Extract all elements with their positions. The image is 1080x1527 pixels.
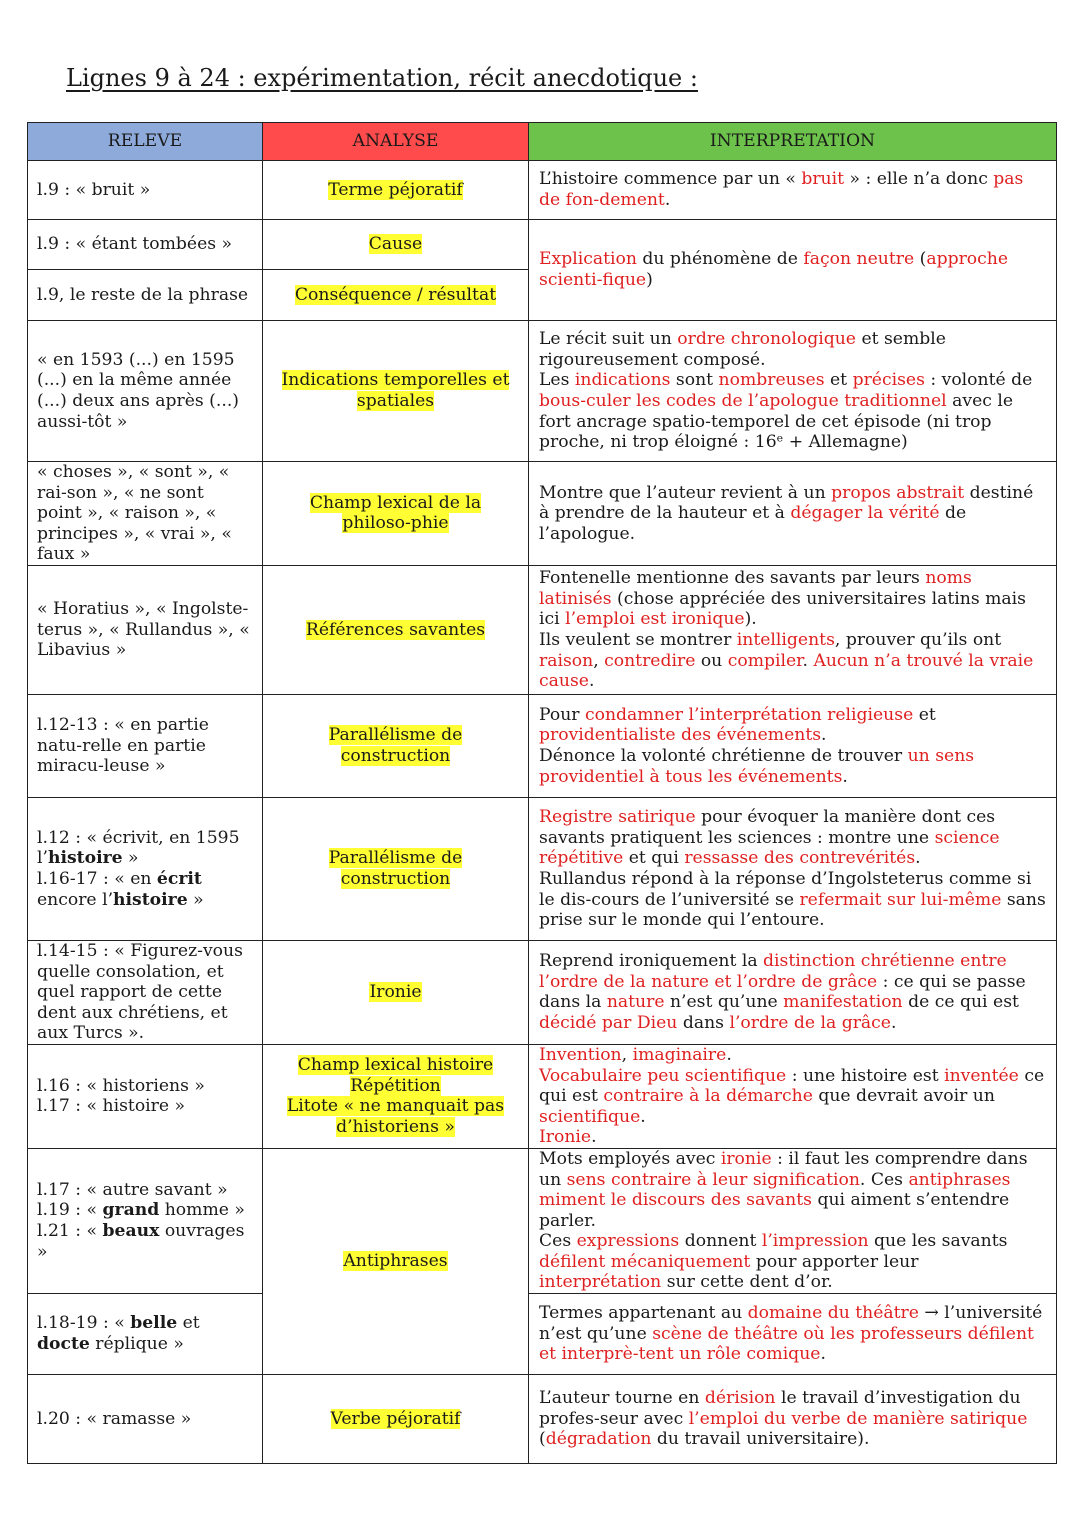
releve-cell: l.9 : « étant tombées » (28, 220, 263, 270)
table-row (28, 565, 1057, 694)
highlighted-term: providentialiste des événements (539, 725, 822, 746)
releve-cell: l.12-13 : « en partie natu-relle en partie miracu-leuse » (28, 694, 263, 797)
table-header-row (28, 123, 1057, 161)
highlighted-term: l’emploi est ironique (565, 609, 745, 630)
releve-cell: « en 1593 (...) en 1595 (...) en la même année (...) deux ans après (...) aussi-tôt » (28, 321, 263, 462)
analysis-label: Litote « ne manquait pas d’historiens » (286, 1096, 505, 1138)
highlighted-term: l’ordre de la grâce (729, 1013, 891, 1034)
analyse-cell (263, 270, 529, 321)
highlighted-term: domaine du théâtre (747, 1303, 919, 1324)
highlighted-term: Aucun n’a trouvé la vraie cause (539, 650, 1034, 692)
highlighted-term: décidé par Dieu (539, 1013, 678, 1034)
highlighted-term: interprétation (539, 1272, 662, 1293)
highlighted-term: inventée (944, 1065, 1019, 1086)
analysis-label: Indications temporelles et spatiales (281, 370, 510, 411)
analysis-table (27, 122, 1057, 1464)
highlighted-term: scène de théâtre où les professeurs défilent et interprè-tent un rôle comique (539, 1323, 1034, 1365)
analysis-label: Champ lexical de la philoso-phie (309, 492, 482, 534)
highlighted-term: approche scienti-fique (539, 249, 1009, 290)
highlighted-term: noms latinisés (539, 568, 972, 609)
highlighted-term: compiler (727, 650, 803, 671)
highlighted-term: nature (606, 992, 665, 1013)
page-title: Lignes 9 à 24 : expérimentation, récit anecdotique : (66, 64, 698, 92)
highlighted-term: nombreuses (718, 370, 825, 391)
releve-cell: l.18-19 : « belle et docte réplique » (28, 1294, 263, 1375)
interpretation-cell: L’auteur tourne en dérision le travail d’investigation du profes-seur avec l’emploi du verbe de manière satirique (dégradation du travail universitaire). (529, 1375, 1057, 1464)
table-row (28, 1148, 1057, 1293)
table-row (28, 940, 1057, 1044)
highlighted-term: indications (574, 370, 671, 391)
highlighted-term: ironie (720, 1148, 772, 1169)
releve-cell: « Horatius », « Ingolste-terus », « Rullandus », « Libavius » (28, 565, 263, 694)
interpretation-cell: Reprend ironiquement la distinction chrétienne entre l’ordre de la nature et l’ordre de grâce : ce qui se passe dans la nature n’est qu’une manifestation de ce qui est décidé par Dieu dans l’ordre de la grâce. (529, 940, 1057, 1044)
highlighted-term: bous-culer les codes de l’apologue traditionnel (539, 391, 947, 411)
highlighted-term: dérision (704, 1388, 776, 1409)
header-interpretation: INTERPRETATION (529, 123, 1057, 161)
highlighted-term: manifestation (783, 992, 903, 1013)
highlighted-term: ordre chronologique (677, 329, 856, 350)
analysis-label: Références savantes (305, 619, 486, 640)
bold-text: grand (102, 1200, 160, 1221)
highlighted-term: antiphrases miment le discours des savants (539, 1169, 1011, 1211)
analyse-cell (263, 321, 529, 462)
interpretation-cell: Registre satirique pour évoquer la manière dont ces savants pratiquent les sciences : montre une science répétitive et qui ressasse des contrevérités. Rullandus répond à la réponse d’Ingolsteterus comme si le dis-cours de l’université se refermait sur lui-même sans prise sur le monde qui l’entoure. (529, 797, 1057, 940)
highlighted-term: ressasse des contrevérités (684, 848, 916, 869)
highlighted-term: expressions (576, 1231, 680, 1252)
interpretation-cell: Termes appartenant au domaine du théâtre → l’université n’est qu’une scène de théâtre où les professeurs défilent et interprè-tent un rôle comique. (529, 1294, 1057, 1375)
highlighted-term: bruit (801, 169, 845, 190)
interpretation-cell: Pour condamner l’interprétation religieuse et providentialiste des événements. Dénonce la volonté chrétienne de trouver un sens providentiel à tous les événements. (529, 694, 1057, 797)
highlighted-term: précises (852, 370, 925, 391)
highlighted-term: contredire (604, 650, 696, 671)
highlighted-term: refermait sur lui-même (799, 889, 1002, 910)
releve-cell: l.14-15 : « Figurez-vous quelle consolation, et quel rapport de cette dent aux chrétiens, et aux Turcs ». (28, 940, 263, 1044)
highlighted-term: l’emploi du verbe de manière satirique (688, 1408, 1028, 1429)
highlighted-term: Vocabulaire peu scientifique (539, 1065, 787, 1086)
analyse-cell (263, 1044, 529, 1148)
highlighted-term: condamner l’interprétation religieuse (584, 704, 914, 725)
analyse-cell (263, 161, 529, 220)
highlighted-term: l’impression (761, 1231, 869, 1252)
analyse-cell (263, 797, 529, 940)
bold-text: histoire (47, 848, 123, 869)
highlighted-term: défilent mécaniquement (539, 1251, 751, 1272)
highlighted-term: scientifique (539, 1106, 641, 1127)
highlighted-term: propos abstrait (831, 482, 965, 503)
bold-text: docte (37, 1334, 90, 1355)
header-analyse: ANALYSE (263, 123, 529, 161)
interpretation-cell: Montre que l’auteur revient à un propos abstrait destiné à prendre de la hauteur et à dégager la vérité de l’apologue. (529, 462, 1057, 566)
analyse-cell (263, 565, 529, 694)
analysis-label: Champ lexical histoire (297, 1055, 494, 1076)
analysis-label: Antiphrases (343, 1251, 448, 1272)
highlighted-term: science répétitive (539, 827, 1000, 869)
analyse-cell (263, 694, 529, 797)
highlighted-term: sens contraire à leur signification (566, 1169, 860, 1190)
highlighted-term: dégradation (545, 1429, 652, 1450)
highlighted-term: Registre satirique (539, 807, 696, 828)
releve-cell: « choses », « sont », « rai-son », « ne sont point », « raison », « principes », « vrai », « faux » (28, 462, 263, 566)
interpretation-cell: L’histoire commence par un « bruit » : elle n’a donc pas de fon-dement. (529, 161, 1057, 220)
bold-text: beaux (102, 1220, 160, 1241)
table-row (28, 161, 1057, 220)
releve-cell: l.9, le reste de la phrase (28, 270, 263, 321)
highlighted-term: un sens providentiel à tous les événements (539, 745, 975, 787)
interpretation-cell: Le récit suit un ordre chronologique et semble rigoureusement composé. Les indications sont nombreuses et précises : volonté de bous-culer les codes de l’apologue traditionnel avec le fort ancrage spatio-temporel de cet épisode (ni trop proche, ni trop éloigné : 16ᵉ + Allemagne) (529, 321, 1057, 462)
interpretation-cell: Mots employés avec ironie : il faut les comprendre dans un sens contraire à leur signification. Ces antiphrases miment le discours des savants qui aiment s’entendre parler. Ces expressions donnent l’impression que les savants défilent mécaniquement pour apporter leur interprétation sur cette dent d’or. (529, 1148, 1057, 1293)
analyse-cell (263, 940, 529, 1044)
highlighted-term: pas de fon-dement (539, 169, 1024, 210)
analysis-label: Verbe péjoratif (330, 1408, 461, 1429)
highlighted-term: Invention (539, 1044, 622, 1065)
analyse-cell (263, 1148, 529, 1374)
releve-cell: l.9 : « bruit » (28, 161, 263, 220)
analysis-label: Ironie (369, 982, 422, 1003)
bold-text: écrit (156, 868, 202, 889)
table-row (28, 1044, 1057, 1148)
interpretation-cell: Invention, imaginaire. Vocabulaire peu scientifique : une histoire est inventée ce qui est contraire à la démarche que devrait avoir un scientifique. Ironie. (529, 1044, 1057, 1148)
releve-cell: l.16 : « historiens » l.17 : « histoire » (28, 1044, 263, 1148)
highlighted-term: Ironie (539, 1127, 592, 1148)
highlighted-term: dégager la vérité (790, 503, 940, 524)
bold-text: belle (130, 1313, 178, 1334)
highlighted-term: raison (539, 650, 594, 671)
interpretation-cell: Explication du phénomène de façon neutre (approche scienti-fique) (529, 220, 1057, 321)
highlighted-term: contraire à la démarche (603, 1086, 813, 1107)
releve-cell: l.12 : « écrivit, en 1595 l’histoire » l.16-17 : « en écrit encore l’histoire » (28, 797, 263, 940)
analyse-cell (263, 462, 529, 566)
analyse-cell (263, 220, 529, 270)
highlighted-term: intelligents (736, 629, 835, 650)
analysis-label: Parallélisme de construction (328, 848, 463, 889)
table-row (28, 220, 1057, 270)
analysis-label: Terme péjoratif (328, 179, 463, 200)
table-row (28, 797, 1057, 940)
analyse-cell (263, 1375, 529, 1464)
table-row (28, 1375, 1057, 1464)
highlighted-term: distinction chrétienne entre l’ordre de la nature et l’ordre de grâce (539, 951, 1007, 992)
header-releve: RELEVE (28, 123, 263, 161)
highlighted-term: Explication (539, 249, 637, 270)
analysis-label: Cause (368, 234, 423, 255)
releve-cell: l.17 : « autre savant » l.19 : « grand homme » l.21 : « beaux ouvrages » (28, 1148, 263, 1293)
table-row (28, 694, 1057, 797)
highlighted-term: imaginaire (632, 1044, 727, 1065)
bold-text: histoire (113, 889, 188, 910)
table-row (28, 1294, 1057, 1375)
analysis-label: Parallélisme de construction (328, 725, 463, 766)
analysis-label: Répétition (350, 1075, 441, 1096)
highlighted-term: façon neutre (803, 249, 915, 270)
table-row (28, 462, 1057, 566)
table-row (28, 321, 1057, 462)
releve-cell: l.20 : « ramasse » (28, 1375, 263, 1464)
analysis-label: Conséquence / résultat (294, 284, 497, 305)
interpretation-cell: Fontenelle mentionne des savants par leurs noms latinisés (chose appréciée des universitaires latins mais ici l’emploi est ironique). Ils veulent se montrer intelligents, prouver qu’ils ont raison, contredire ou compiler. Aucun n’a trouvé la vraie cause. (529, 565, 1057, 694)
